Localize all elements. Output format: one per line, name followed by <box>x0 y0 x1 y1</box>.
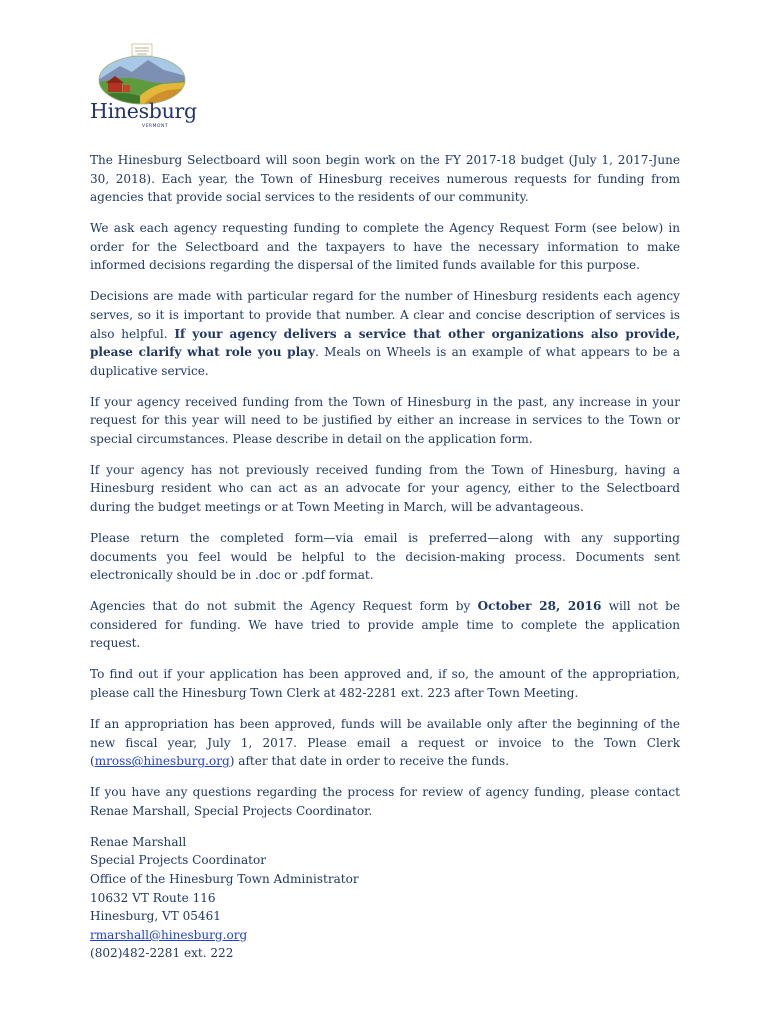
paragraph-past-funding: If your agency received funding from the Town of Hinesburg in the past, any increase in your request for this year will need to be justified by either an increase in services to the Town or special circumstances. Please describe in detail on the application form. <box>90 394 680 446</box>
signature-office: Office of the Hinesburg Town Administrator <box>90 871 359 886</box>
paragraph-new-agency: If your agency has not previously received funding from the Town of Hinesburg, having a Hinesburg resident who can act as an advocate for your agency, either to the Selectboard during the budget meetings or at Town Meeting in March, will be advantageous. <box>90 462 680 515</box>
paragraph-questions: If you have any questions regarding the process for review of agency funding, please contact Renae Marshall, Special Projects Coordinator. <box>90 785 680 818</box>
paragraph-approval: To find out if your application has been approved and, if so, the amount of the appropriation, please call the Hinesburg Town Clerk at 482-2281 ext. 223 after Town Meeting. <box>90 667 680 700</box>
paragraph-deadline-text: Agencies that do not submit the Agency Request form by <box>90 599 478 614</box>
paragraph-deadline <box>90 597 680 653</box>
paragraph-funds-available <box>90 715 680 771</box>
paragraph-return-form: Please return the completed form—via email is preferred—along with any supporting documents you feel would be helpful to the decision-making process. Documents sent electronically should be in .doc or .pdf format. <box>90 531 680 583</box>
paragraph-decisions-text: Decisions are made with particular regard for the number of Hinesburg residents each agency serves, so it is important to provide that number. A clear and concise description of services is also helpful. <box>90 289 680 341</box>
logo-subtitle: VERMONT <box>142 124 169 129</box>
signature-block <box>90 833 680 963</box>
signature-city: Hinesburg, VT 05461 <box>90 909 221 924</box>
seal-icon <box>132 44 152 56</box>
paragraph-funds-tail: ) after that date in order to receive the funds. <box>229 754 510 769</box>
signature-name: Renae Marshall <box>90 834 187 849</box>
signature-email-link[interactable]: rmarshall@hinesburg.org <box>90 927 248 942</box>
paragraph-funds-text: If an appropriation has been approved, funds will be available only after the beginning of the new fiscal year, July 1, 2017. Please email a request or invoice to the Town Clerk ( <box>90 716 680 769</box>
paragraph-decisions-emphasis: If your agency delivers a service that other organizations also provide, please clarify what role you play <box>90 326 680 360</box>
hinesburg-logo <box>90 36 208 134</box>
logo-wordmark: Hinesburg <box>90 99 197 123</box>
deadline-date: October 28, 2016 <box>477 599 602 614</box>
signature-phone: (802)482-2281 ext. 222 <box>90 946 234 961</box>
paragraph-decisions-tail: . Meals on Wheels is an example of what appears to be a duplicative service. <box>90 345 680 378</box>
paragraph-intro: The Hinesburg Selectboard will soon begin work on the FY 2017-18 budget (July 1, 2017-June 30, 2018). Each year, the Town of Hinesburg receives numerous requests for funding from agencies that provide social services to the residents of our community. <box>90 153 680 205</box>
signature-street: 10632 VT Route 116 <box>90 890 216 905</box>
letter-body <box>90 151 680 963</box>
paragraph-request-form: We ask each agency requesting funding to complete the Agency Request Form (see below) in order for the Selectboard and the taxpayers to have the necessary information to make informed decisions regarding the dispersal of the limited funds available for this purpose. <box>90 221 680 273</box>
paragraph-decisions <box>90 287 680 380</box>
logo-landscape-icon <box>90 36 192 106</box>
paragraph-deadline-tail: will not be considered for funding. We have tried to provide ample time to complete the application request. <box>90 599 680 651</box>
signature-title: Special Projects Coordinator <box>90 853 266 868</box>
town-clerk-email-link[interactable]: mross@hinesburg.org <box>94 754 230 769</box>
